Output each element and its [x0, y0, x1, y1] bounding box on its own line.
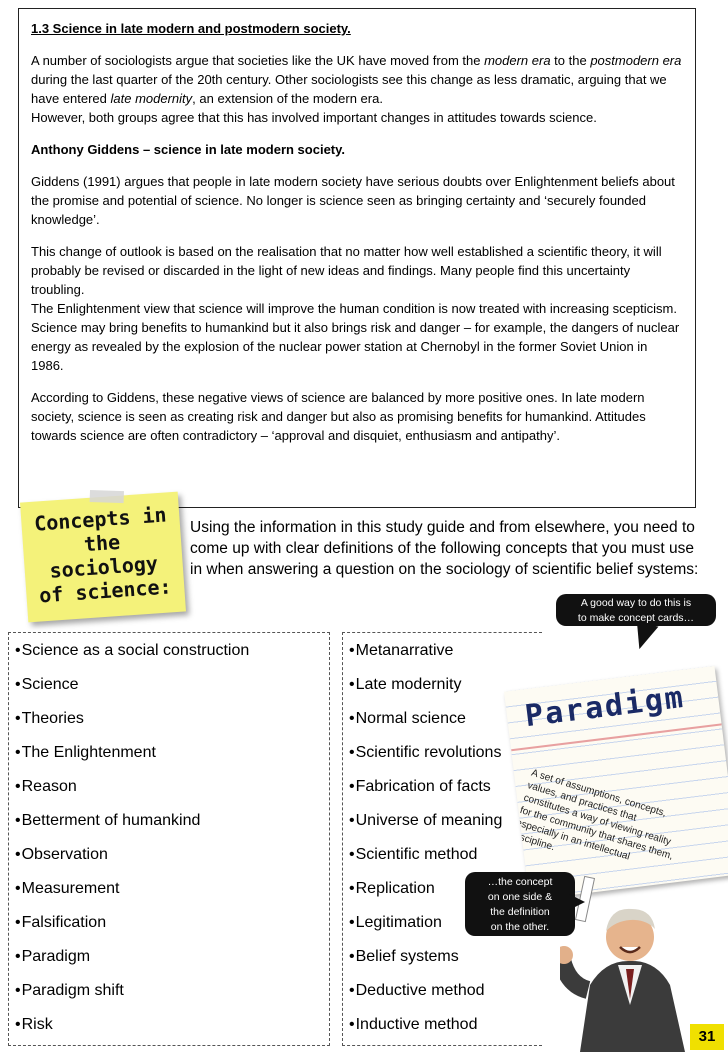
speech-bubble-bottom — [465, 872, 575, 936]
p1-text-3: during the last quarter of the 20th century. Other sociologists see this change as less dramatic, arguing that we have entered — [31, 72, 667, 106]
concepts_right-item-label: Legitimation — [355, 914, 442, 931]
concepts-sticky-note — [20, 492, 186, 623]
concepts_right-item-label: Metanarrative — [355, 642, 454, 659]
concepts_right-item — [349, 979, 542, 1013]
speech-bubble-top — [556, 594, 716, 626]
sticky-note-text — [21, 502, 185, 609]
concepts_left-item-label: Theories — [21, 710, 84, 727]
concepts_left-item-label: Paradigm — [21, 948, 91, 965]
concepts_right-item-label: Late modernity — [355, 676, 462, 693]
concepts_left-item — [15, 1013, 329, 1047]
card-definition: A set of assumptions, concepts, values, and practices that constitutes a way of viewing reality for the community that shares them, especially in an intellectual discipline. — [510, 767, 675, 863]
concepts_left-item — [15, 741, 329, 775]
p1-text-4: , an extension of the modern era. — [192, 91, 383, 106]
bullet-point: • — [349, 744, 355, 761]
instructions-text: Using the information in this study guide and from elsewhere, you need to come up with clear definitions of the following concepts that you must use in when answering a question on the sociology of scientific belief systems: — [190, 519, 699, 578]
bullet-point: • — [349, 778, 355, 795]
intro-paragraph-2: However, both groups agree that this has involved important changes in attitudes towards science. — [31, 110, 597, 125]
bullet-point: • — [15, 710, 21, 727]
concepts_left-item-label: Betterment of humankind — [21, 812, 201, 829]
concepts_right-item — [349, 775, 542, 809]
giddens-paragraph-4: According to Giddens, these negative views of science are balanced by more positive ones. In late modern society, science is seen as creating risk and danger but also as promising benefits for humankind. Attitudes towards science are often contradictory – ‘approval and disquiet, enthusiasm and antipathy’. — [31, 390, 646, 443]
sticky-line-2: the — [83, 529, 121, 557]
concepts_left-item — [15, 877, 329, 911]
concepts_left-item — [15, 673, 329, 707]
concepts_right-item-label: Deductive method — [355, 982, 485, 999]
bullet-point: • — [15, 914, 21, 931]
concepts_left-item-label: Falsification — [21, 914, 107, 931]
concepts_left-item-label: The Enlightenment — [21, 744, 156, 761]
concepts-list-left — [8, 632, 330, 1046]
p1-text-2: to the — [550, 53, 591, 68]
bubble-bottom-line-1: …the concept — [487, 876, 553, 888]
bullet-point: • — [349, 914, 355, 931]
concepts_right-item-label: Universe of meaning — [355, 812, 503, 829]
bubble-bottom-line-3: the definition — [490, 906, 550, 918]
p1-text-1: A number of sociologists argue that societies like the UK have moved from the — [31, 53, 485, 68]
bubble-top-line-1: A good way to do this is — [580, 597, 692, 609]
concepts_right-item — [349, 945, 542, 979]
giddens-subheading: Anthony Giddens – science in late modern society. — [31, 142, 346, 157]
p1-emphasis-modern-era: modern era — [484, 53, 551, 68]
giddens-paragraph-2: This change of outlook is based on the realisation that no matter how well established a scientific theory, it will probably be revised or discarded in the light of new ideas and findings. Many people find this uncertainty troubling. — [31, 244, 662, 297]
bubble-bottom-line-2: on one side & — [487, 891, 553, 903]
bubble-bottom-line-4: on the other. — [490, 921, 550, 933]
concepts_left-item — [15, 639, 329, 673]
bullet-point: • — [15, 846, 21, 863]
sticky-line-4: of science: — [38, 574, 173, 608]
concepts_right-item — [349, 639, 542, 673]
bullet-point: • — [349, 710, 355, 727]
bullet-point: • — [349, 812, 355, 829]
concepts_left-item — [15, 775, 329, 809]
concepts_right-item-label: Scientific revolutions — [355, 744, 502, 761]
p1-emphasis-postmodern-era: postmodern era — [590, 53, 682, 68]
bullet-point: • — [349, 948, 355, 965]
bullet-point: • — [15, 812, 21, 829]
sticky-line-1: Concepts in — [33, 502, 168, 536]
intro-paragraph — [31, 51, 683, 108]
concepts_left-item-label: Measurement — [21, 880, 120, 897]
bullet-point: • — [15, 1016, 21, 1033]
concepts_left-item — [15, 945, 329, 979]
concepts_left-item — [15, 707, 329, 741]
bullet-point: • — [349, 982, 355, 999]
bullet-point: • — [349, 880, 355, 897]
card-concept-word: Paradigm — [523, 679, 687, 735]
page-number: 31 — [690, 1024, 724, 1050]
concepts_left-item-label: Science — [21, 676, 79, 693]
bullet-point: • — [349, 1016, 355, 1033]
bullet-point: • — [349, 642, 355, 659]
concepts_left-item — [15, 843, 329, 877]
concepts_right-item-label: Normal science — [355, 710, 466, 727]
bullet-point: • — [349, 676, 355, 693]
giddens-paragraph-1: Giddens (1991) argues that people in late modern society have serious doubts over Enlightenment beliefs about the promise and potential of science. No longer is science seen as bringing certainty and ‘securely founded knowledge’. — [31, 174, 675, 227]
concepts_left-item — [15, 911, 329, 945]
concepts_right-item-label: Replication — [355, 880, 435, 897]
bullet-point: • — [15, 642, 21, 659]
concepts_right-item — [349, 1013, 542, 1047]
sticky-line-3: sociology — [48, 551, 159, 583]
concepts_left-item-label: Paradigm shift — [21, 982, 124, 999]
concepts_left-item-label: Science as a social construction — [21, 642, 250, 659]
concepts_left-item-label: Reason — [21, 778, 77, 795]
bullet-point: • — [15, 778, 21, 795]
article-box — [18, 8, 696, 508]
concepts_right-item-label: Belief systems — [355, 948, 459, 965]
bullet-point: • — [15, 676, 21, 693]
section-heading: 1.3 Science in late modern and postmodern society. — [31, 21, 351, 36]
concepts_left-item-label: Observation — [21, 846, 108, 863]
concepts_left-item — [15, 809, 329, 843]
concepts_right-item-label: Fabrication of facts — [355, 778, 491, 795]
giddens-paragraph-3: The Enlightenment view that science will improve the human condition is now treated with increasing scepticism. Science may bring benefits to humankind but it also brings risk and danger – for example, the dangers of nuclear energy as revealed by the explosion of the nuclear power station at Chernobyl in the former Soviet Union in 1986. — [31, 301, 680, 373]
concepts_right-item-label: Inductive method — [355, 1016, 478, 1033]
concepts_right-item-label: Scientific method — [355, 846, 478, 863]
concepts_right-item — [349, 809, 542, 843]
concepts_left-item-label: Risk — [21, 1016, 53, 1033]
bullet-point: • — [15, 948, 21, 965]
bullet-point: • — [349, 846, 355, 863]
concepts_left-item — [15, 979, 329, 1013]
tape-piece — [90, 490, 124, 503]
bubble-top-line-2: to make concept cards… — [577, 612, 695, 624]
p1-emphasis-late-modernity: late modernity — [110, 91, 193, 106]
bullet-point: • — [15, 982, 21, 999]
bullet-point: • — [15, 744, 21, 761]
presenter-arm — [562, 960, 588, 990]
bullet-point: • — [15, 880, 21, 897]
